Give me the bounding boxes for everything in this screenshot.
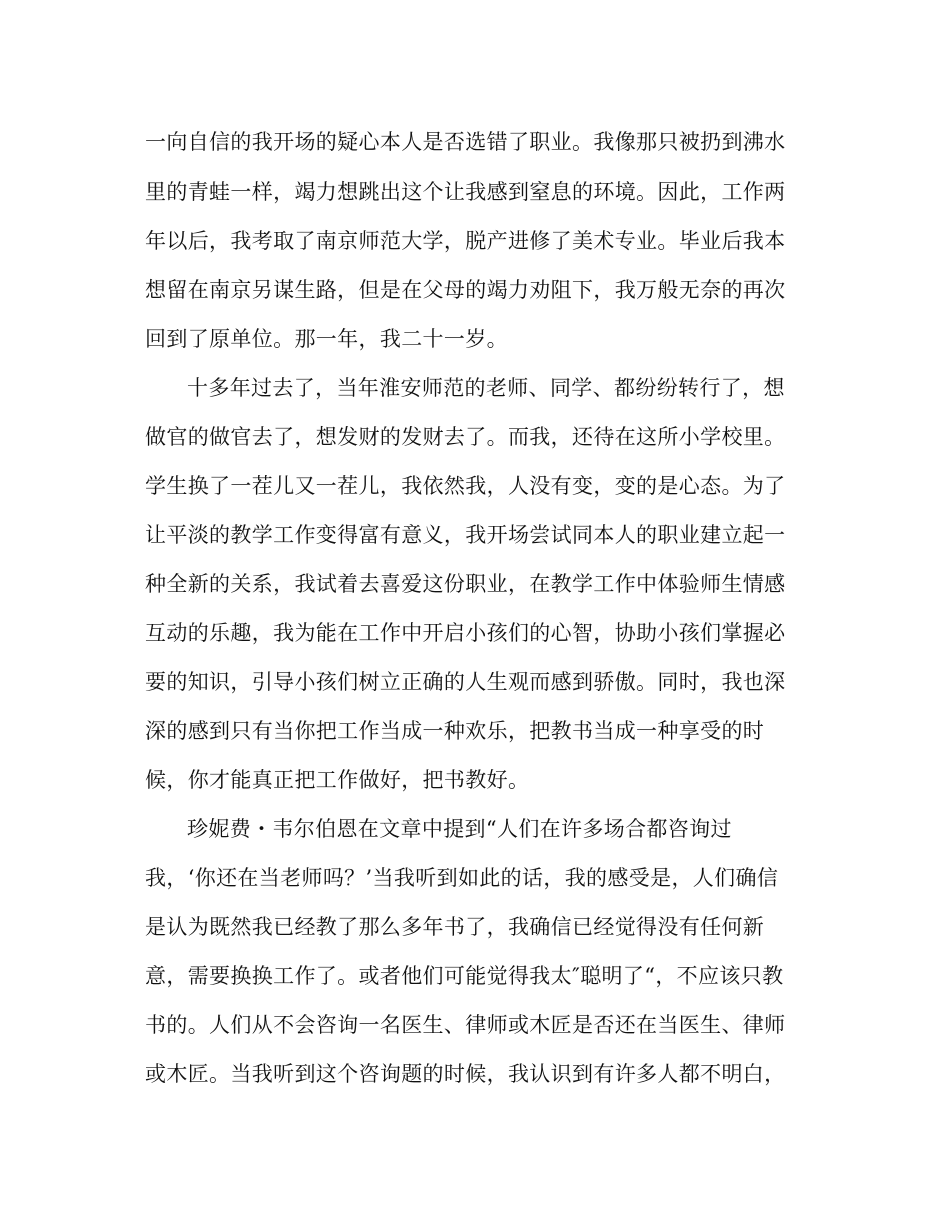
paragraph-line: 让平淡的教学工作变得富有意义，我开场尝试同本人的职业建立起一 (145, 523, 786, 547)
paragraph-line: 书的。人们从不会咨询一名医生、律师或木匠是否还在当医生、律师 (145, 1013, 786, 1037)
paragraph-line: 我，‘你还在当老师吗？’当我听到如此的话，我的感受是，人们确信 (145, 866, 779, 890)
paragraph-line: 一向自信的我开场的疑心本人是否选错了职业。我像那只被扔到沸水 (145, 130, 786, 154)
paragraph-line: 学生换了一茬儿又一茬儿，我依然我，人没有变，变的是心态。为了 (145, 474, 786, 498)
paragraph-line: 或木匠。当我听到这个咨询题的时候，我认识到有许多人都不明白， (145, 1062, 786, 1086)
paragraph-first-line: 珍妮费・韦尔伯恩在文章中提到“人们在许多场合都咨询过 (187, 817, 732, 841)
paragraph-line: 想留在南京另谋生路，但是在父母的竭力劝阻下，我万般无奈的再次 (145, 278, 786, 302)
paragraph-line: 年以后，我考取了南京师范大学，脱产进修了美术专业。毕业后我本 (145, 229, 786, 253)
paragraph-line: 意，需要换换工作了。或者他们可能觉得我太″聪明了“，不应该只教 (145, 964, 784, 988)
paragraph-line: 回到了原单位。那一年，我二十一岁。 (145, 327, 508, 351)
paragraph-line: 要的知识，引导小孩们树立正确的人生观而感到骄傲。同时，我也深 (145, 670, 786, 694)
paragraph-line: 里的青蛙一样，竭力想跳出这个让我感到窒息的环境。因此，工作两 (145, 180, 786, 204)
paragraph-line: 是认为既然我已经教了那么多年书了，我确信已经觉得没有任何新 (145, 915, 765, 939)
paragraph-line: 深的感到只有当你把工作当成一种欢乐，把教书当成一种享受的时 (145, 719, 765, 743)
paragraph-first-line: 十多年过去了，当年淮安师范的老师、同学、都纷纷转行了，想 (187, 376, 785, 400)
paragraph-line: 候，你才能真正把工作做好，把书教好。 (145, 768, 530, 792)
paragraph-line: 互动的乐趣，我为能在工作中开启小孩们的心智，协助小孩们掌握必 (145, 621, 786, 645)
paragraph-line: 种全新的关系，我试着去喜爱这份职业，在教学工作中体验师生情感 (145, 572, 786, 596)
paragraph-line: 做官的做官去了，想发财的发财去了。而我，还待在这所小学校里。 (145, 425, 786, 449)
